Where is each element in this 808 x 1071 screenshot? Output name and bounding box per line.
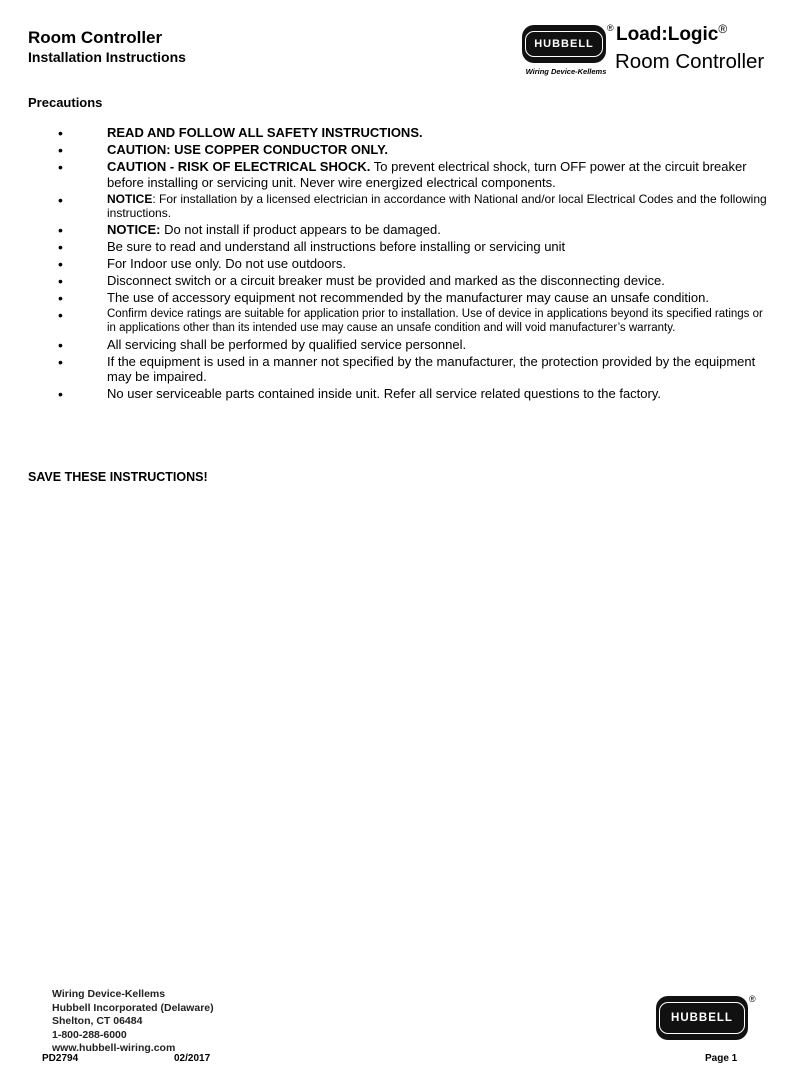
save-instructions-notice: SAVE THESE INSTRUCTIONS!	[28, 470, 208, 484]
footer-hubbell-logo	[656, 996, 748, 1040]
list-item: • If the equipment is used in a manner not specified by the manufacturer, the protection provided by the equipment may be impaired.	[28, 354, 773, 385]
list-item: • NOTICE: Do not install if product appears to be damaged.	[28, 222, 773, 238]
hubbell-logo	[522, 25, 606, 63]
footer-address	[52, 988, 214, 1056]
list-item: • Be sure to read and understand all instructions before installing or servicing unit	[28, 239, 773, 255]
document-title: Room Controller	[28, 28, 163, 47]
brand-registered-mark: ®	[718, 22, 728, 36]
logo-caption: Wiring Device-Kellems	[525, 67, 607, 76]
list-item: • The use of accessory equipment not recommended by the manufacturer may cause an unsafe condition.	[28, 290, 773, 306]
list-item: • Disconnect switch or a circuit breaker must be provided and marked as the disconnecting device.	[28, 273, 773, 289]
list-item: • CAUTION: USE COPPER CONDUCTOR ONLY.	[28, 142, 773, 158]
list-item: • For Indoor use only. Do not use outdoors.	[28, 256, 773, 272]
footer-hubbell-logo-text: HUBBELL	[659, 1002, 745, 1034]
brand-name	[616, 24, 727, 46]
footer-phone: 1-800-288-6000	[52, 1028, 127, 1041]
precautions-list	[28, 125, 773, 402]
list-item: • No user serviceable parts contained inside unit. Refer all service related questions to the factory.	[28, 386, 773, 402]
list-item: • READ AND FOLLOW ALL SAFETY INSTRUCTIONS.	[28, 125, 773, 141]
footer-date: 02/2017	[174, 1053, 211, 1064]
list-item: • NOTICE: For installation by a licensed electrician in accordance with National and/or local Electrical Codes and the following instructions.	[28, 192, 773, 221]
list-item: • Confirm device ratings are suitable for application prior to installation. Use of device in applications beyond its specified ratings or in applications other than its intended use may cause an unsafe condition and will void manufacturer’s warranty.	[28, 307, 773, 335]
logo-registered-mark: ®	[607, 23, 614, 33]
brand-product: Room Controller	[615, 50, 765, 73]
document-subtitle: Installation Instructions	[28, 49, 186, 65]
precautions-heading: Precautions	[28, 95, 103, 110]
footer-website: www.hubbell-wiring.com	[52, 1042, 176, 1054]
footer-logo-registered-mark: ®	[749, 994, 756, 1004]
footer-city: Shelton, CT 06484	[52, 1015, 143, 1027]
brand-name-text: Load:Logic	[616, 24, 719, 45]
footer-company-legal: Hubbell Incorporated (Delaware)	[52, 1001, 214, 1014]
list-item: • CAUTION - RISK OF ELECTRICAL SHOCK. To prevent electrical shock, turn OFF power at the circuit breaker before installing or servicing unit. Never wire energized electrical components.	[28, 159, 773, 190]
footer-page-number: Page 1	[705, 1053, 738, 1064]
list-item: • All servicing shall be performed by qualified service personnel.	[28, 337, 773, 353]
footer-company: Wiring Device-Kellems	[52, 988, 166, 1000]
footer-doc-code: PD2794	[42, 1053, 79, 1064]
hubbell-logo-text: HUBBELL	[525, 31, 603, 57]
